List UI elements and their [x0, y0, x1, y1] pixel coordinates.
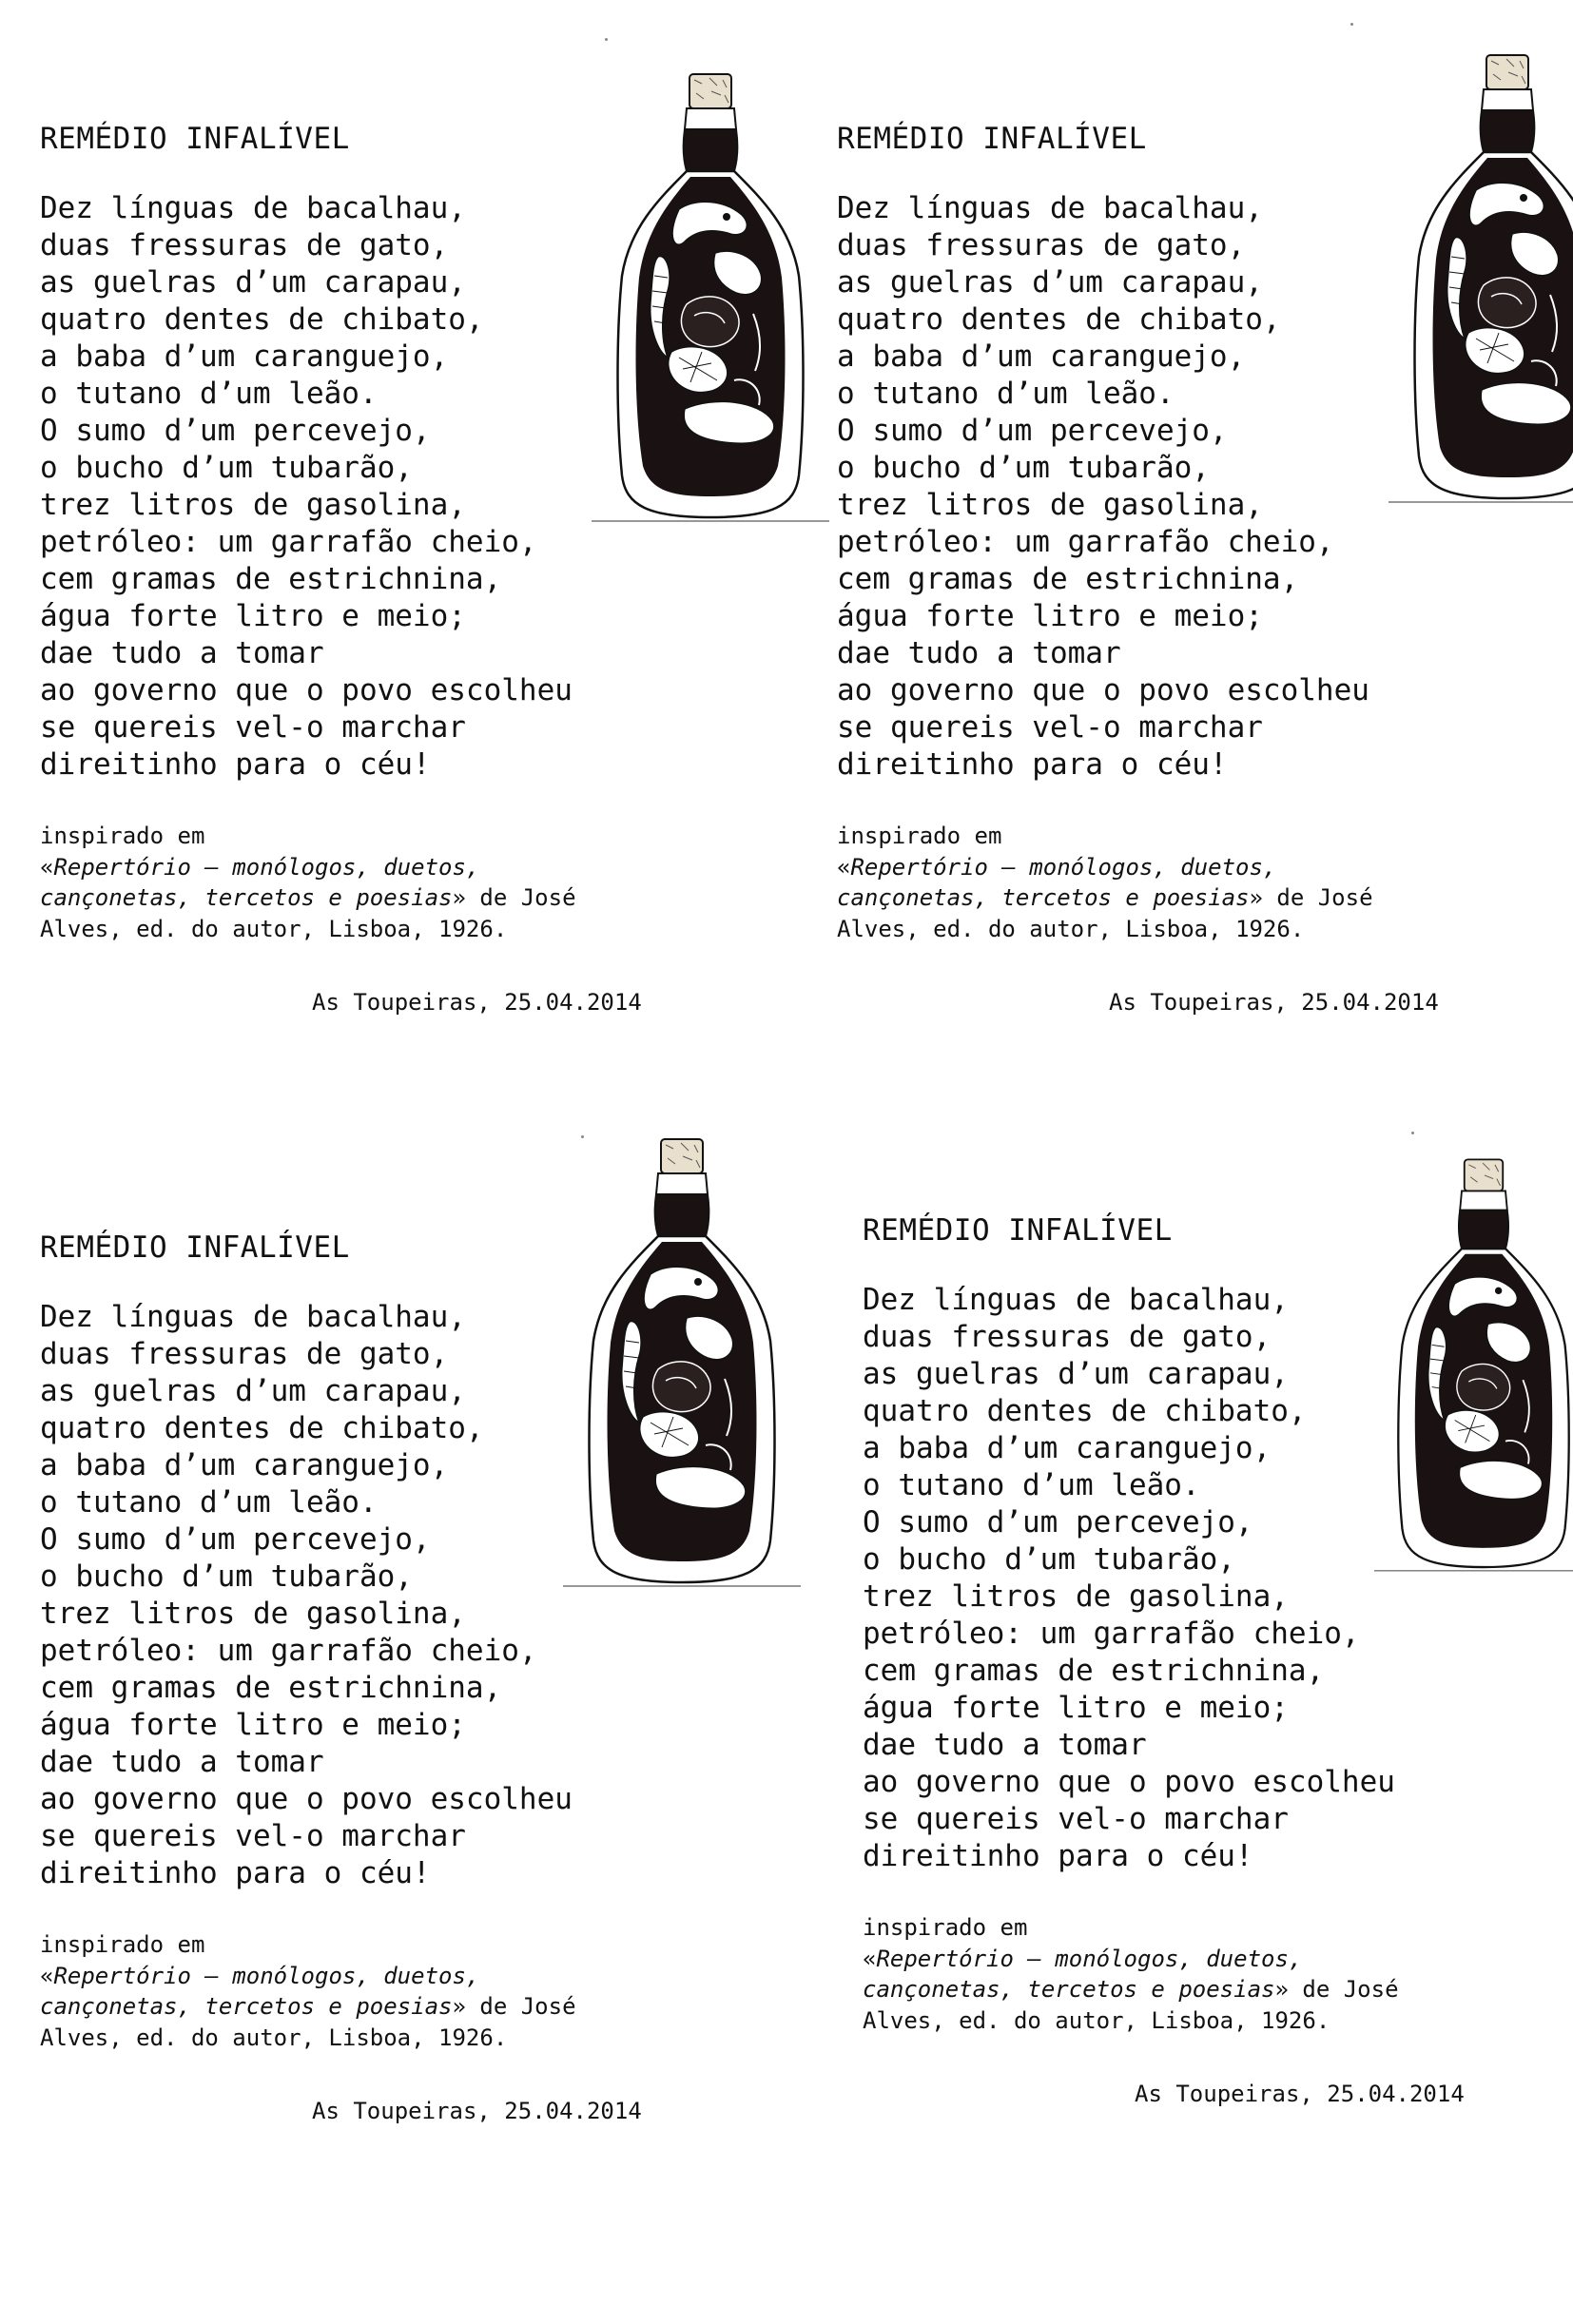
poem-line: cem gramas de estrichnina,: [837, 562, 1299, 596]
poem-card-2: [837, 122, 1573, 1215]
signature: As Toupeiras, 25.04.2014: [312, 989, 642, 1016]
book-title: Repertório – monólogos, duetos,: [850, 853, 1277, 881]
book-title: Repertório – monólogos, duetos,: [876, 1945, 1303, 1972]
book-title: cançonetas, tercetos e poesias: [863, 1976, 1275, 2003]
poem-line: direitinho para o céu!: [40, 1856, 431, 1890]
poem-line: quatro dentes de chibato,: [837, 302, 1281, 337]
poem-line: as guelras d’um carapau,: [40, 265, 466, 300]
open-quote: «: [863, 1945, 877, 1972]
poem-line: trez litros de gasolina,: [837, 488, 1263, 522]
signature: As Toupeiras, 25.04.2014: [1135, 2081, 1465, 2107]
publication-info: Alves, ed. do autor, Lisboa, 1926.: [40, 915, 508, 942]
book-title: cançonetas, tercetos e poesias: [40, 1993, 453, 2020]
poem-line: duas fressuras de gato,: [40, 1337, 449, 1371]
signature: As Toupeiras, 25.04.2014: [312, 2098, 642, 2124]
scan-speck: [581, 1135, 584, 1138]
poem-line: duas fressuras de gato,: [863, 1320, 1272, 1354]
open-quote: «: [837, 853, 851, 881]
poem-card-1: [40, 122, 820, 1215]
card-title: REMÉDIO INFALÍVEL: [40, 1230, 350, 1265]
card-title: REMÉDIO INFALÍVEL: [40, 122, 350, 156]
poem-line: o tutano d’um leão.: [40, 377, 378, 411]
poem-line: quatro dentes de chibato,: [40, 1411, 484, 1445]
poem-line: água forte litro e meio;: [40, 599, 466, 633]
poem-line: a baba d’um caranguejo,: [837, 339, 1246, 374]
poem-line: se quereis vel-o marchar: [40, 710, 466, 745]
poem-line: as guelras d’um carapau,: [837, 265, 1263, 300]
poem-line: dae tudo a tomar: [837, 636, 1121, 670]
poem-line: Dez línguas de bacalhau,: [837, 191, 1263, 225]
poem-line: a baba d’um caranguejo,: [40, 339, 449, 374]
poem-line: a baba d’um caranguejo,: [40, 1448, 449, 1482]
poem-line: o tutano d’um leão.: [863, 1468, 1200, 1502]
poem-line: Dez línguas de bacalhau,: [40, 1300, 466, 1334]
poem-line: a baba d’um caranguejo,: [863, 1431, 1272, 1465]
poem-line: trez litros de gasolina,: [863, 1579, 1289, 1614]
scan-speck: [605, 38, 608, 41]
credit-intro: inspirado em: [863, 1914, 1028, 1941]
poem-line: as guelras d’um carapau,: [863, 1357, 1289, 1391]
poem-line: cem gramas de estrichnina,: [863, 1654, 1325, 1688]
poem-line: as guelras d’um carapau,: [40, 1374, 466, 1408]
poem-line: cem gramas de estrichnina,: [40, 1671, 502, 1705]
poem-line: o bucho d’um tubarão,: [40, 451, 413, 485]
poem-line: quatro dentes de chibato,: [863, 1394, 1307, 1428]
publication-info: Alves, ed. do autor, Lisboa, 1926.: [863, 2006, 1330, 2034]
poem-line: cem gramas de estrichnina,: [40, 562, 502, 596]
publication-info: Alves, ed. do autor, Lisboa, 1926.: [40, 2024, 508, 2051]
poem-line: ao governo que o povo escolheu: [863, 1765, 1395, 1799]
poem-line: água forte litro e meio;: [837, 599, 1263, 633]
poem-line: O sumo d’um percevejo,: [837, 414, 1228, 448]
poem-line: trez litros de gasolina,: [40, 1597, 466, 1631]
open-quote: «: [40, 853, 54, 881]
book-author: » de José: [1274, 1976, 1399, 2003]
poem-line: se quereis vel-o marchar: [863, 1802, 1289, 1836]
poem-line: petróleo: um garrafão cheio,: [837, 525, 1334, 559]
bottle-illustration: [1389, 48, 1573, 523]
poem-line: O sumo d’um percevejo,: [40, 1522, 431, 1557]
book-author: » de José: [452, 884, 576, 911]
book-title: cançonetas, tercetos e poesias: [837, 884, 1250, 911]
open-quote: «: [40, 1962, 54, 1989]
signature: As Toupeiras, 25.04.2014: [1109, 989, 1439, 1016]
poem-line: o bucho d’um tubarão,: [837, 451, 1210, 485]
card-title: REMÉDIO INFALÍVEL: [863, 1213, 1173, 1248]
poem-line: o tutano d’um leão.: [40, 1485, 378, 1520]
poem-line: Dez línguas de bacalhau,: [863, 1283, 1289, 1317]
poem-line: petróleo: um garrafão cheio,: [863, 1617, 1360, 1651]
poem-line: duas fressuras de gato,: [837, 228, 1246, 262]
poem-line: o bucho d’um tubarão,: [40, 1559, 413, 1594]
poem-line: O sumo d’um percevejo,: [40, 414, 431, 448]
poem-line: o tutano d’um leão.: [837, 377, 1175, 411]
poem-card-3: [40, 1230, 820, 2324]
scan-speck: [1350, 23, 1353, 26]
poem-line: petróleo: um garrafão cheio,: [40, 525, 537, 559]
poem-text: [40, 190, 573, 784]
source-credit: [837, 821, 1373, 944]
scan-speck: [1411, 1132, 1414, 1134]
bottle-illustration: [563, 1132, 801, 1607]
poem-line: ao governo que o povo escolheu: [40, 673, 573, 707]
poem-card-4: [863, 1213, 1573, 2307]
poem-line: Dez línguas de bacalhau,: [40, 191, 466, 225]
poem-line: água forte litro e meio;: [863, 1691, 1289, 1725]
bottle-illustration: [1374, 1152, 1573, 1590]
book-author: » de José: [452, 1993, 576, 2020]
poem-line: dae tudo a tomar: [863, 1728, 1147, 1762]
source-credit: [40, 1929, 576, 2053]
poem-line: duas fressuras de gato,: [40, 228, 449, 262]
credit-intro: inspirado em: [40, 1931, 205, 1958]
book-author: » de José: [1249, 884, 1373, 911]
poem-line: dae tudo a tomar: [40, 1745, 324, 1779]
poem-line: direitinho para o céu!: [40, 747, 431, 782]
source-credit: [863, 1912, 1399, 2036]
poem-line: se quereis vel-o marchar: [40, 1819, 466, 1853]
poem-line: petróleo: um garrafão cheio,: [40, 1634, 537, 1668]
card-title: REMÉDIO INFALÍVEL: [837, 122, 1147, 156]
poem-line: água forte litro e meio;: [40, 1708, 466, 1742]
book-title: Repertório – monólogos, duetos,: [53, 1962, 480, 1989]
poem-text: [863, 1282, 1395, 1875]
credit-intro: inspirado em: [40, 823, 205, 849]
publication-info: Alves, ed. do autor, Lisboa, 1926.: [837, 915, 1305, 942]
bottle-illustration: [592, 67, 829, 542]
poem-line: ao governo que o povo escolheu: [40, 1782, 573, 1816]
poem-text: [837, 190, 1369, 784]
poem-line: direitinho para o céu!: [863, 1839, 1253, 1873]
credit-intro: inspirado em: [837, 823, 1002, 849]
book-title: cançonetas, tercetos e poesias: [40, 884, 453, 911]
book-title: Repertório – monólogos, duetos,: [53, 853, 480, 881]
poem-line: direitinho para o céu!: [837, 747, 1228, 782]
poem-text: [40, 1299, 573, 1892]
poem-line: ao governo que o povo escolheu: [837, 673, 1369, 707]
poem-line: trez litros de gasolina,: [40, 488, 466, 522]
source-credit: [40, 821, 576, 944]
poem-line: se quereis vel-o marchar: [837, 710, 1263, 745]
poem-line: o bucho d’um tubarão,: [863, 1542, 1235, 1577]
poem-line: O sumo d’um percevejo,: [863, 1505, 1253, 1540]
poem-line: dae tudo a tomar: [40, 636, 324, 670]
poem-line: quatro dentes de chibato,: [40, 302, 484, 337]
